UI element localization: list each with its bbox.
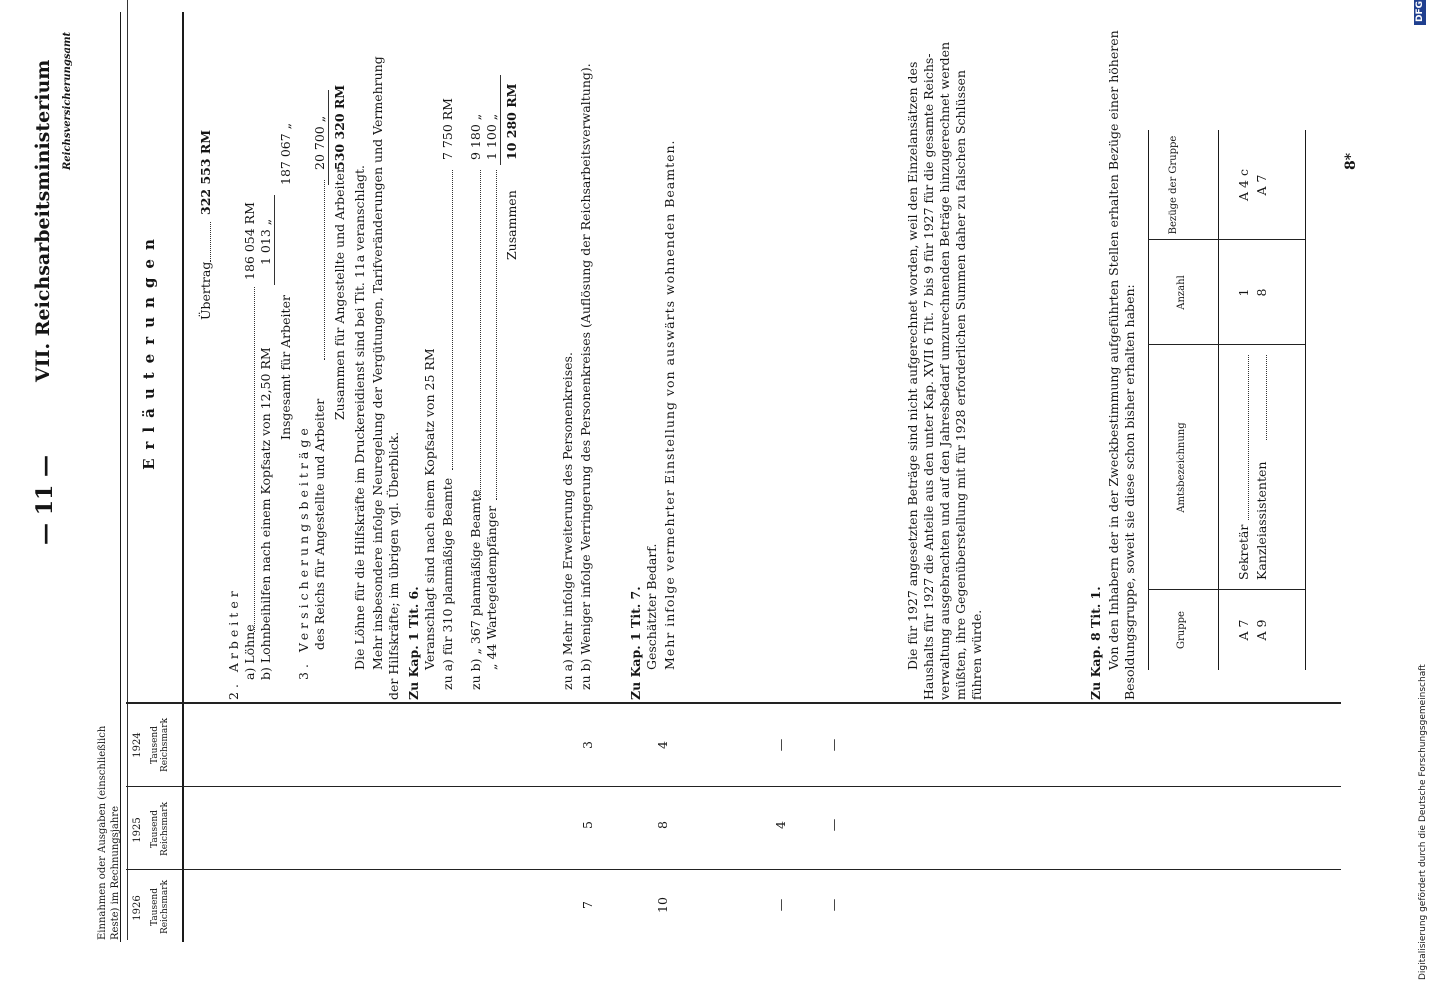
office-title: Reichsversicherungsamt [62, 31, 73, 170]
loehne-label: a) Löhne [242, 624, 257, 680]
kap1tit6: Zu Kap. 1 Tit. 6. [406, 586, 421, 700]
versicherung-value: 20 700 „ [312, 115, 327, 170]
row1-gruppe: A 7 [1236, 619, 1251, 641]
heading-erlaeuterungen: Erläuterungen [140, 230, 158, 470]
uebertrag-label: Übertrag [198, 261, 213, 320]
th-anzahl: Anzahl [1176, 275, 1187, 310]
arbeiter-title: 2. Arbeiter [226, 587, 241, 700]
page-number: — 11 — [32, 455, 58, 545]
zusammen2-value: 10 280 RM [504, 83, 519, 160]
digitization-notice: Digitalisierung gefördert durch die Deutsche Forschungsgemeinschaft [1418, 664, 1428, 980]
versicherung-line: des Reichs für Angestellte und Arbeiter [312, 398, 327, 650]
columns-title: Einnahmen oder Ausgaben (einschließlich Reste) im Rechnungsjahre [97, 725, 121, 940]
loehne-value: 186 054 RM [242, 202, 257, 280]
zu-b2: „ 44 Wartegeldempfänger [484, 505, 499, 670]
row3-1925: 4 [773, 821, 788, 829]
unit-1925: Tausend Reichsmark [150, 801, 170, 857]
insgesamt-value: 187 067 „ [278, 122, 293, 185]
row2-bezuege: A 7 [1254, 174, 1269, 196]
para3-line4: müßten, ihre Gegenüberstellung mit für 1928 erforderlichen Summen daher zu falschen Schlüssen [953, 70, 968, 700]
zu-a-value: 7 750 RM [440, 98, 455, 160]
zu-a: zu a) für 310 planmäßige Beamte [440, 477, 455, 690]
row2-amt: Kanzleiassistenten [1254, 461, 1269, 580]
row1-anzahl: 1 [1236, 288, 1251, 297]
row2-1925: 8 [655, 821, 670, 829]
para3-line5: führen würde. [969, 609, 984, 700]
geschaetzt: Geschätzter Bedarf. [644, 543, 659, 670]
para4a: Von den Inhabern der in der Zweckbestimmung aufgeführten Stellen erhalten Bezüge einer höheren [1106, 30, 1121, 670]
sheet-number: 8* [1343, 152, 1359, 170]
row1-1925: 5 [580, 821, 595, 829]
row3-1924: — [773, 738, 788, 752]
row1-bezuege: A 4 c [1236, 169, 1251, 201]
veranschlagt: Veranschlagt sind nach einem Kopfsatz von 25 RM [422, 348, 437, 670]
para3-line1: Die für 1927 angesetzten Beträge sind nicht aufgerechnet worden, weil den Einzelansätzen des [905, 61, 920, 670]
row4-1924: — [826, 738, 841, 752]
para3-line2: Haushalts für 1927 die Anteile aus den unter Kap. XVII 6 Tit. 7 bis 9 für 1927 für die gesamte Reichs- [921, 53, 936, 700]
th-amtsbezeichnung: Amtsbezeichnung [1176, 422, 1187, 513]
zu-b2-value: 1 100 „ [484, 113, 499, 160]
mehr-beamte: Mehr infolge vermehrter Einstellung von auswärts wohnenden Beamten. [662, 139, 677, 670]
year-1925: 1925 [132, 817, 143, 843]
versicherung-title: 3. Versicherungsbeiträge [296, 424, 311, 680]
row3-1926: — [773, 898, 788, 912]
zusammen-label: Zusammen für Angestellte und Arbeiter [332, 167, 347, 420]
ministry-title: VII. Reichsarbeitsministerium [32, 59, 54, 382]
para4b: Besoldungsgruppe, soweit sie diese schon bisher erhalten haben: [1122, 284, 1137, 700]
year-1926: 1926 [132, 895, 143, 921]
row2-gruppe: A 9 [1254, 619, 1269, 641]
row1-1926: 7 [580, 901, 595, 909]
zusammen-value: 530 320 RM [332, 84, 347, 170]
lohnbeihilfen-label: b) Lohnbeihilfen nach einem Kopfsatz von 12,50 RM [258, 347, 273, 680]
kap1tit7: Zu Kap. 1 Tit. 7. [628, 586, 643, 700]
zusammen2-label: Zusammen [504, 190, 519, 260]
unit-1924: Tausend Reichsmark [150, 717, 170, 773]
lohnbeihilfen-value: 1 013 „ [258, 218, 273, 265]
unit-1926: Tausend Reichsmark [150, 879, 170, 935]
uebertrag-value: 322 553 RM [198, 129, 213, 215]
para1: Die Löhne für die Hilfskräfte im Druckereidienst sind bei Tit. 11a veranschlagt. [352, 164, 367, 670]
zu-b1-value: 9 180 „ [468, 113, 483, 160]
row4-1926: — [826, 898, 841, 912]
para2b: der Hilfskräfte; im übrigen vgl. Überblick. [386, 431, 401, 700]
dfg-logo: DFG [1414, 0, 1426, 25]
para2a: Mehr insbesondere infolge Neuregelung der Vergütungen, Tarifveränderungen und Vermehrung [370, 56, 385, 670]
row1-1924: 3 [580, 741, 595, 749]
row2-1924: 4 [655, 741, 670, 749]
year-1924: 1924 [132, 732, 143, 758]
para3-line3: verwaltung ausgebrachten und auf den Jahresbedarf umzurechnenden Beträge hinzugerechnet werden [937, 41, 952, 700]
row4-1925: — [826, 818, 841, 832]
mehr-a: zu a) Mehr infolge Erweiterung des Personenkreises. [560, 352, 575, 690]
th-gruppe: Gruppe [1176, 611, 1187, 649]
zu-b1: zu b) „ 367 planmäßige Beamte [468, 489, 483, 690]
weniger-b: zu b) Weniger infolge Verringerung des Personenkreises (Auflösung der Reichsarbeitsverwaltung). [578, 63, 593, 690]
insgesamt-label: Insgesamt für Arbeiter [278, 295, 293, 440]
th-bezuege: Bezüge der Gruppe [1168, 135, 1179, 235]
row1-amt: Sekretär [1236, 524, 1251, 580]
row2-1926: 10 [655, 897, 670, 913]
rule-header-bottom [182, 12, 184, 942]
kap8tit1: Zu Kap. 8 Tit. 1. [1088, 586, 1103, 700]
row2-anzahl: 8 [1254, 288, 1269, 297]
